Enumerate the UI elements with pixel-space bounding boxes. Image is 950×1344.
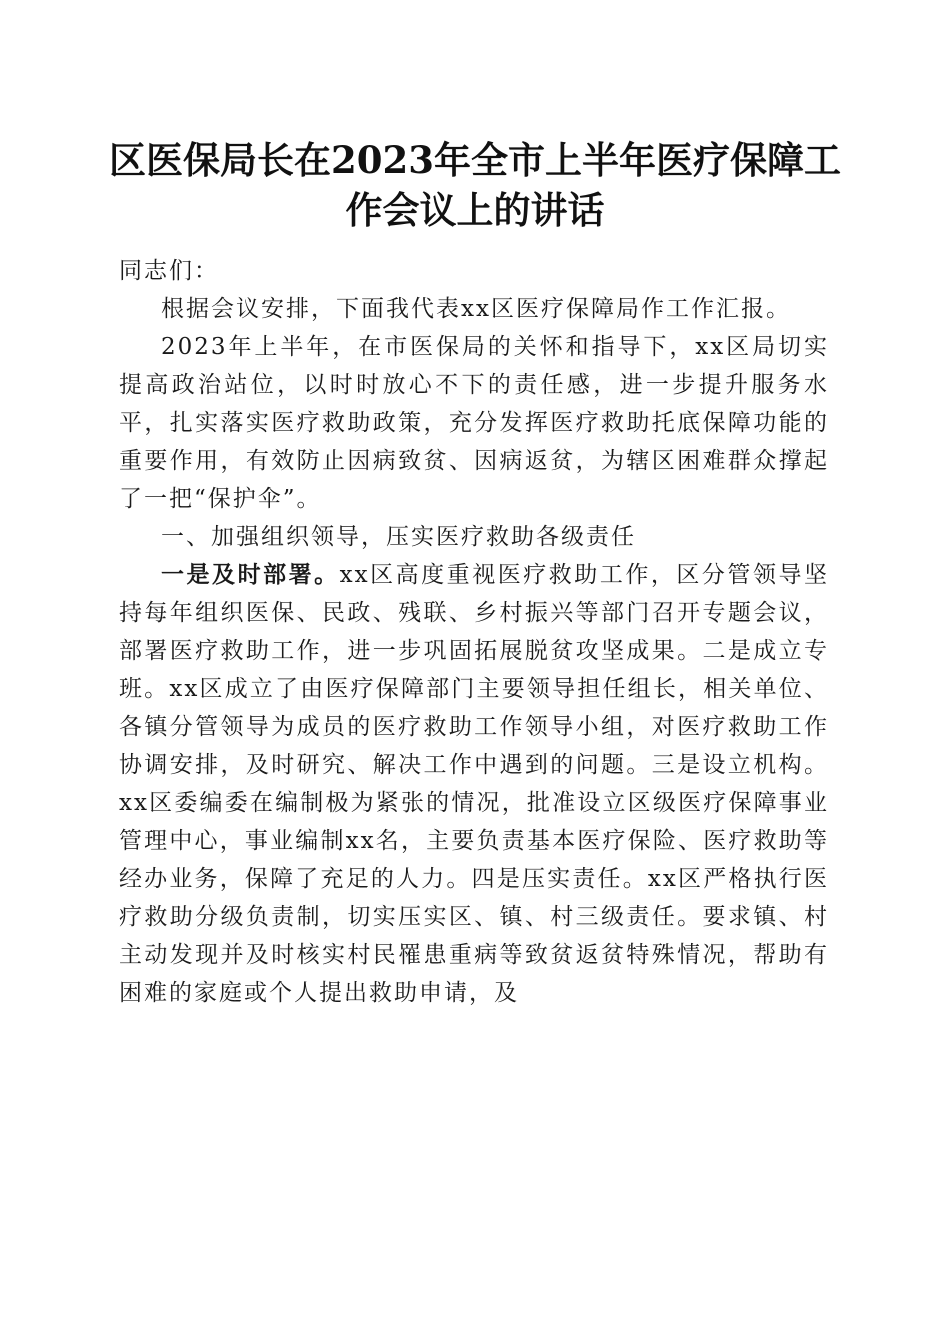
section-heading-1: 一、加强组织领导，压实医疗救助各级责任 [161,524,636,550]
paragraph-section-1 [119,556,829,1012]
paragraph-overview: 2023年上半年，在市医保局的关怀和指导下，xx区局切实提高政治站位，以时时放心不下的责任感，进一步提升服务水平，扎实落实医疗救助政策，充分发挥医疗救助托底保障功能的重要作用，有效防止因病致贫、因病返贫，为辖区困难群众撑起了一把“保护伞”。 [119,334,829,512]
paragraph-intro: 根据会议安排，下面我代表xx区医疗保障局作工作汇报。 [161,296,791,322]
lead-bold-text: 一是及时部署。 [161,561,340,588]
section-1-text: xx区高度重视医疗救助工作，区分管领导坚持每年组织医保、民政、残联、乡村振兴等部门召开专题会议，部署医疗救助工作，进一步巩固拓展脱贫攻坚成果。二是成立专班。xx区成立了由医疗保障部门主要领导担任组长，相关单位、各镇分管领导为成员的医疗救助工作领导小组，对医疗救助工作协调安排，及时研究、解决工作中遇到的问题。三是设立机构。xx区委编委在编制极为紧张的情况，批准设立区级医疗保障事业管理中心，事业编制xx名，主要负责基本医疗保险、医疗救助等经办业务，保障了充足的人力。四是压实责任。xx区严格执行医疗救助分级负责制，切实压实区、镇、村三级责任。要求镇、村主动发现并及时核实村民罹患重病等致贫返贫特殊情况，帮助有困难的家庭或个人提出救助申请，及 [119,562,829,1006]
document-title: 区医保局长在2023年全市上半年医疗保障工作会议上的讲话 [109,138,841,232]
document-body [119,252,829,1012]
salutation: 同志们： [119,258,219,284]
